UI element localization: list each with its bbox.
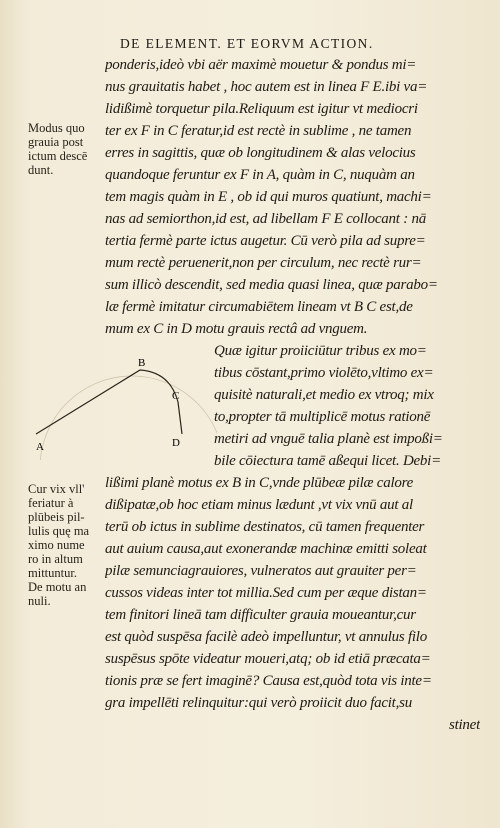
text-line: mum ex C in D motu grauis rectâ ad vnguem.	[105, 321, 368, 337]
margin-line: mittuntur.	[28, 566, 77, 580]
margin-line: feriatur à	[28, 496, 74, 510]
margin-line: dunt.	[28, 163, 54, 177]
text-line: est quòd suspēsa facilè adeò impelluntur, vt annulus filo	[105, 629, 427, 645]
margin-line: De motu an	[28, 580, 87, 594]
trajectory-figure	[22, 350, 217, 460]
text-line: Quæ igitur proiiciūtur tribus ex mo=	[214, 343, 427, 359]
text-line: suspēsus spōte videatur moueri,atq; ob id etiā præcata=	[105, 651, 431, 667]
text-line: gra impellēti relinquitur:qui verò proiicit duo facit,su	[105, 695, 412, 711]
figure-label-d: D	[172, 437, 180, 449]
text-line: metiri ad vnguē talia planè est impoßi=	[214, 431, 443, 447]
text-line: terū ob ictus in sublime destinatos, cū tamen frequenter	[105, 519, 425, 535]
text-line: tem finitori lineā tam difficulter grauia moueantur,cur	[105, 607, 416, 623]
text-line: stinet	[449, 717, 480, 733]
text-line: mum rectè peruenerit,non per circulum, nec rectè rur=	[105, 255, 422, 271]
running-header: DE ELEMENT. ET EORVM ACTION.	[120, 36, 374, 51]
text-line: bile cōiectura tamē aßequi licet. Debi=	[214, 453, 441, 469]
figure-label-a: A	[36, 441, 44, 453]
text-line: pilæ semunciagrauiores, vulneratos aut grauiter per=	[105, 563, 417, 579]
text-line: tionis præ se fert imaginē? Causa est,quòd tota vis inte=	[105, 673, 432, 689]
text-line: erres in sagittis, quæ ob longitudinem & alas velocius	[105, 145, 416, 161]
text-line: quisitè naturali,et medio ex vtroq; mix	[214, 387, 434, 403]
text-line: tertia fermè parte ictus augetur. Cū verò pila ad supre=	[105, 233, 426, 249]
margin-line: lulis quę ma	[28, 524, 90, 538]
text-line: nas ad semiorthon,id est, ad libellam F E collocant : nā	[105, 211, 426, 227]
text-line: cussos videas inter tot millia.Sed cum per æque distan=	[105, 585, 427, 601]
text-line: læ fermè imitatur circumabiētem lineam vt B C est,de	[105, 299, 413, 315]
text-line: lißimi planè motus ex B in C,vnde plūbeæ pilæ calore	[105, 475, 414, 491]
faint-circle	[40, 376, 217, 460]
margin-line: nuli.	[28, 594, 51, 608]
margin-line: grauia post	[28, 135, 84, 149]
text-line: to,propter tā multiplicē motus rationē	[214, 409, 431, 425]
margin-line: ictum descē	[28, 149, 88, 163]
text-line: nus grauitatis habet , hoc autem est in linea F E.ibi va=	[105, 79, 428, 95]
margin-note-1	[28, 121, 108, 177]
margin-line: Modus quo	[28, 121, 85, 135]
main-text-block-3	[105, 472, 480, 736]
margin-line: Cur vix vll'	[28, 482, 85, 496]
text-line: ponderis,ideò vbi aër maximè mouetur & pondus mi=	[105, 57, 417, 73]
text-line: tem magis quàm in E , ob id qui muros quatiunt, machi=	[105, 189, 432, 205]
margin-line: ximo nume	[28, 538, 85, 552]
main-text-block-2	[214, 340, 484, 472]
margin-note-2	[28, 482, 108, 608]
text-line: sum illicò descendit, sed media quasi linea, quæ parabo=	[105, 277, 438, 293]
text-line: lidißimè torquetur pila.Reliquum est igitur vt mediocri	[105, 101, 418, 117]
text-line: quandoque feruntur ex F in A, quàm in C, nuquàm an	[105, 167, 415, 183]
figure-label-c: C	[172, 390, 180, 402]
text-line: tibus cōstant,primo violēto,vltimo ex=	[214, 365, 434, 381]
main-text-block-1	[105, 54, 480, 340]
text-line: ter ex F in C feratur,id est rectè in sublime , ne tamen	[105, 123, 412, 139]
margin-line: plūbeis pil-	[28, 510, 85, 524]
figure-label-b: B	[138, 357, 146, 369]
trajectory-line	[36, 370, 182, 434]
margin-line: ro in altum	[28, 552, 83, 566]
text-line: dißipatæ,ob hoc etiam minus lædunt ,vt vix vnū aut al	[105, 497, 413, 513]
text-line: aut auium causa,aut exonerandæ machinæ emitti soleat	[105, 541, 427, 557]
